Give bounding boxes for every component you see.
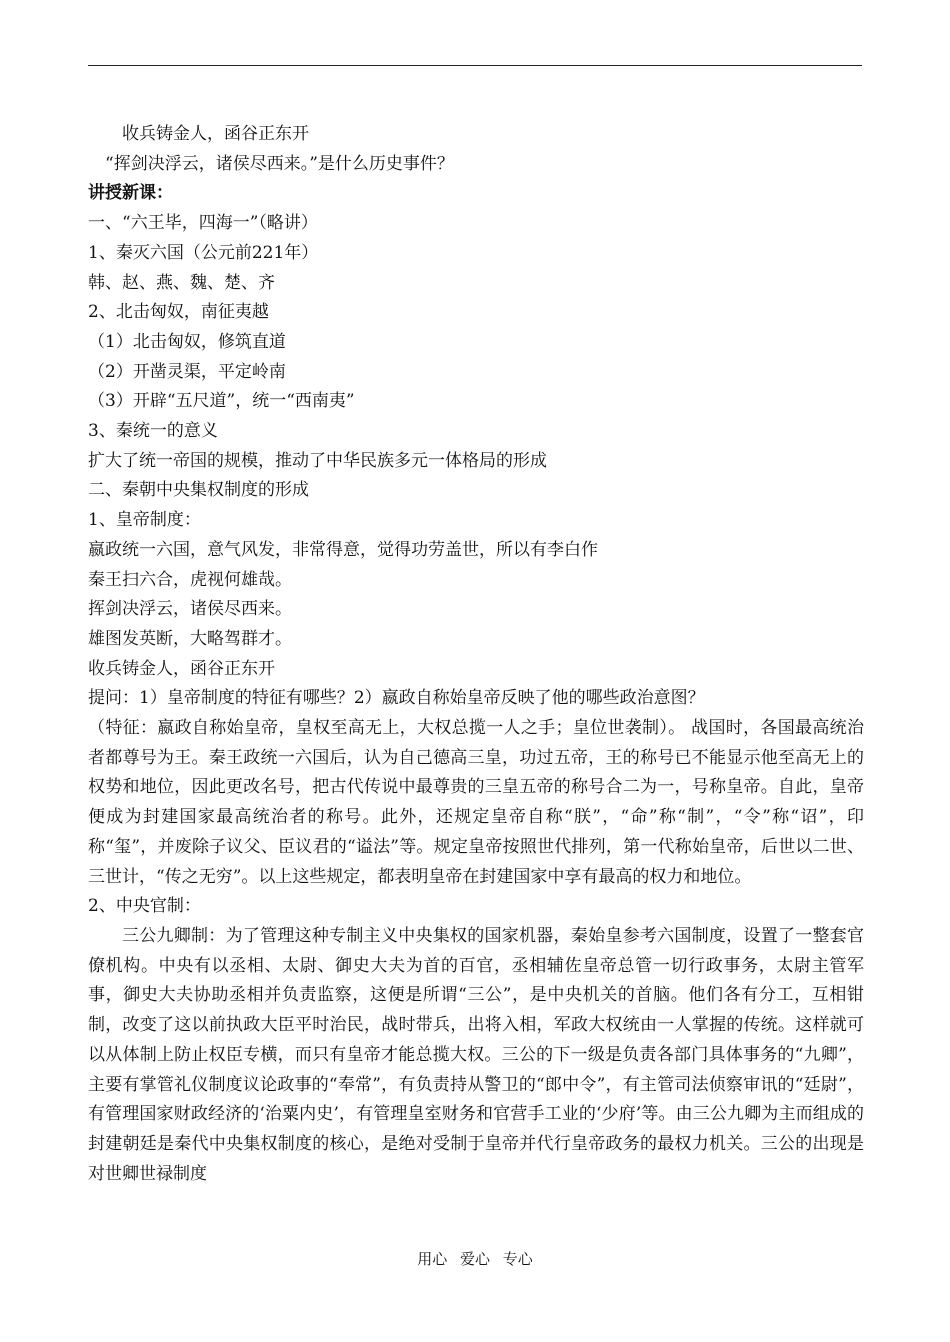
central-paragraph: 三公九卿制：为了管理这种专制主义中央集权的国家机器，秦始皇参考六国制度，设置了一整套官僚机构。中央有以丞相、太尉、御史大夫为首的百官，丞相辅佐皇帝总管一切行政事务，太尉主管军事，御史大夫协助丞相并负责监察，这便是所谓“三公”，是中央机关的首脑。他们各有分工，互相钳制，改变了这以前执政大臣平时治民，战时带兵，出将入相，军政大权统由一人掌握的传统。这样就可以从体制上防止权臣专横，而只有皇帝才能总揽大权。三公的下一级是负责各部门具体事务的“九卿”，主要有掌管礼仪制度议论政事的“奉常”，有负责持从警卫的“郎中令”，有主管司法侦察审讯的“廷尉”，有管理国家财政经济的‘治粟内史’，有管理皇室财务和官营手工业的‘少府’等。由三公九卿为主而组成的封建朝廷是秦代中央集权制度的核心，是绝对受制于皇帝并代行皇帝政务的最权力机关。三公的出现是对世卿世禄制度 [88, 925, 864, 1184]
outline-item: 扩大了统一帝国的规模，推动了中华民族多元一体格局的形成 [88, 450, 547, 471]
outline-item: 3、秦统一的意义 [88, 421, 218, 442]
outline-item: 1、皇帝制度： [88, 510, 201, 531]
poem-line: 挥剑决浮云，诸侯尽西来。 [88, 599, 292, 620]
poem-line: 收兵铸金人，函谷正东开 [122, 124, 309, 144]
outline-item: 2、北击匈奴，南征夷越 [88, 302, 269, 323]
header-rule [88, 65, 862, 66]
outline-item: 韩、赵、燕、魏、楚、齐 [88, 272, 275, 293]
outline-heading-1: 一、“六王毕，四海一”（略讲） [88, 213, 318, 234]
poem-line: 秦王扫六合，虎视何雄哉。 [88, 569, 292, 590]
emperor-paragraph: （特征：嬴政自称始皇帝，皇权至高无上，大权总揽一人之手；皇位世袭制）。 战国时，各国最高统治者都尊号为王。秦王政统一六国后，认为自己德高三皇，功过五帝，王的称号已不能显示他至高无上的权势和地位，因此更改名号，把古代传说中最尊贵的三皇五帝的称号合二为一，号称皇帝。自此，皇帝便成为封建国家最高统治者的称号。此外，还规定皇帝自称“朕”，“命”称“制”，“令”称“诏”，印称“玺”，并废除子议父、臣议君的“谥法”等。规定皇帝按照世代排列，第一代称始皇帝，后世以二世、三世计，“传之无穷”。以上这些规定，都表明皇帝在封建国家中享有最高的权力和地位。 [88, 718, 864, 887]
outline-subitem: （3）开辟“五尺道”，统一“西南夷” [88, 391, 355, 412]
question-line: 提问：1）皇帝制度的特征有哪些？2）嬴政自称始皇帝反映了他的哪些政治意图？ [88, 688, 705, 709]
question-line: “挥剑决浮云，诸侯尽西来。”是什么历史事件？ [105, 153, 454, 174]
poem-line: 雄图发英断，大略驾群才。 [88, 628, 292, 649]
document-body [88, 120, 864, 1189]
outline-heading-2: 二、秦朝中央集权制度的形成 [88, 480, 309, 501]
poem-line: 收兵铸金人，函谷正东开 [88, 658, 275, 679]
outline-item: 1、秦灭六国（公元前221年） [88, 242, 319, 263]
outline-subitem: （2）开凿灵渠，平定岭南 [88, 361, 286, 382]
page-footer: 用心 爱心 专心 [417, 1250, 533, 1268]
section-heading: 讲授新课： [88, 183, 173, 204]
outline-item: 嬴政统一六国，意气风发，非常得意，觉得功劳盖世，所以有李白作 [88, 539, 598, 560]
central-heading: 2、中央官制： [88, 896, 201, 917]
outline-subitem: （1）北击匈奴，修筑直道 [88, 331, 286, 352]
